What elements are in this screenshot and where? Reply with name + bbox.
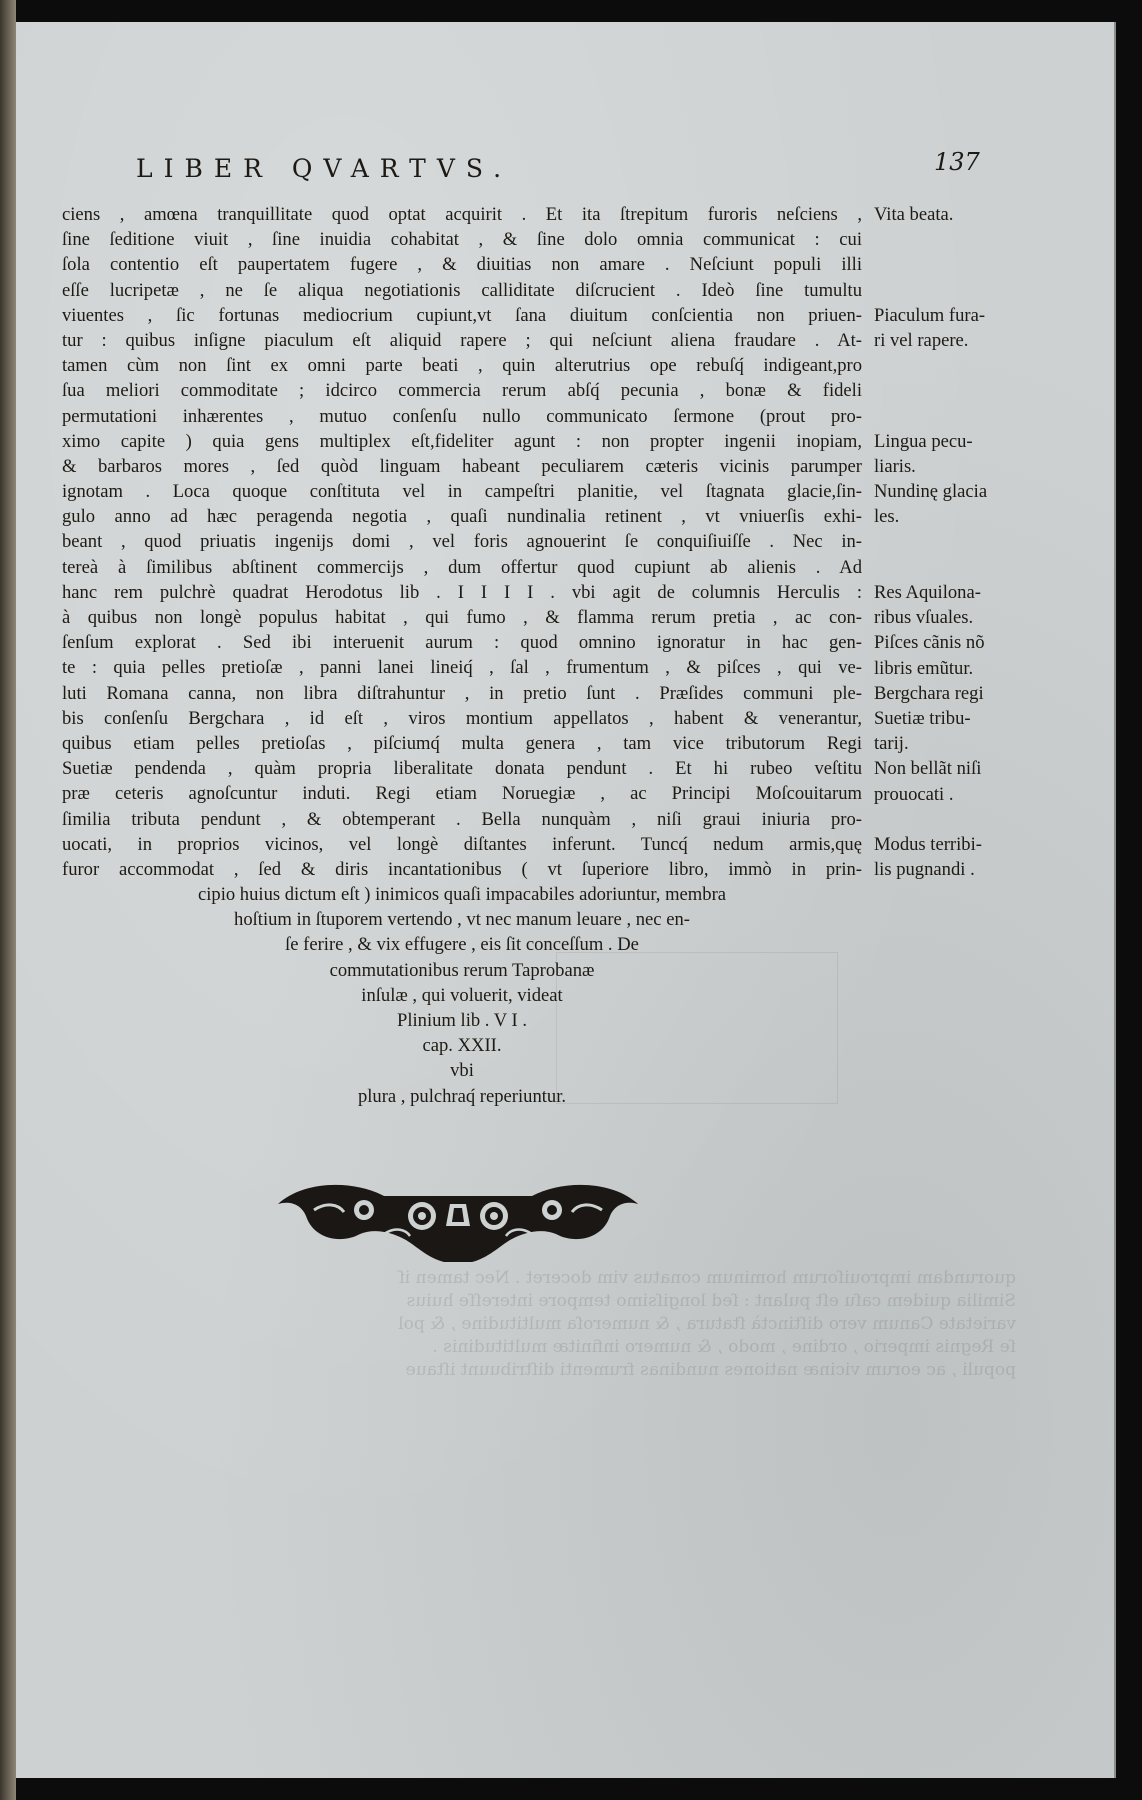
text-line: te : quia pelles pretioſæ , panni lanei lineiq́ , ſal , frumentum , & piſces , qui ve- <box>62 657 862 679</box>
margin-note: ri vel rapere. <box>874 330 969 351</box>
text-line: luti Romana canna, non libra diſtrahuntur , in pretio ſunt . Præſides communi ple- <box>62 682 862 704</box>
margin-note: lis pugnandi . <box>874 859 975 881</box>
text-line: quibus etiam pelles pretioſas , piſciumq́ multa genera , tam vice tributorum Regi <box>62 732 862 754</box>
text-line: eſſe lucripetæ , ne ſe aliqua negotiationis calliditate diſcrucient . Ideò ſine tumultu <box>62 279 862 301</box>
margin-note: ribus vſuales. <box>874 607 974 629</box>
running-header <box>136 148 1036 188</box>
printers-ornament-icon <box>274 1174 642 1266</box>
text-line-tail: ſe ferire , & vix effugere , eis ſit conceſſum . De <box>285 934 639 956</box>
margin-note: libris emũtur. <box>874 657 974 679</box>
margin-note: liaris. <box>874 456 916 477</box>
margin-note: Nundinę glacia <box>874 481 988 503</box>
text-line: tur : quibus inſigne piaculum eſt aliquid rapere ; qui neſciunt aliena fraudare . At- <box>62 329 862 351</box>
text-line-tail: commutationibus rerum Taprobanæ <box>329 959 595 981</box>
text-line: hanc rem pulchrè quadrat Herodotus lib . I I I I . vbi agit de columnis Herculis : <box>62 581 862 603</box>
show-through-text: quorundam improuiſorum hominum conatus vim doceret . Nec tamen iſ Similia quidem caſu eſt pulant : ſed longiſsimo tempore intereſſe huius varietate Canum vero diſtinctà ſtatura , & numeroſa multitudine , & pol ſe Regnis imperio , ordine , modo , & numero infinitæ multitudinis . populi , ac eorum vicinæ nationes nundinas frumenti diſtribuunt iſtaue <box>398 1268 1016 1380</box>
text-line: præ ceteris agnoſcuntur induti. Regi etiam Noruegiæ , ac Principi Moſcouitarum <box>62 783 862 805</box>
text-line: ſine ſeditione viuit , ſine inuidia cohabitat , & ſine dolo omnia communicat : cui <box>62 229 862 251</box>
text-line: ſola contentio eſt paupertatem fugere , & diuitias non amare . Neſciunt populi illi <box>62 254 862 276</box>
text-line: & barbaros mores , ſed quòd linguam habeant peculiarem cæteris vicinis parumper <box>62 455 862 477</box>
margin-note: Modus terribi- <box>874 834 982 855</box>
margin-note: Vita beata. <box>874 204 954 225</box>
text-line: permutationi inhærentes , mutuo conſenſu nullo communicato ſermone (prout pro- <box>62 405 862 427</box>
text-line: tamen cùm non ſint ex omni parte beati , quin alterutrius ope rebuſq́ indigeant,pro <box>62 355 862 377</box>
margin-note: Piſces cãnis nõ <box>874 632 985 654</box>
text-line: ignotam . Loca quoque conſtituta vel in campeſtri planitie, vel ſtagnata glacie,ſin- <box>62 481 862 503</box>
margin-note: Lingua pecu- <box>874 430 973 452</box>
page-number: 137 <box>934 148 980 176</box>
book-page <box>16 22 1116 1778</box>
text-line: Suetiæ pendenda , quàm propria liberalitate donata pendunt . Et hi rubeo veſtitu <box>62 758 862 780</box>
text-line: ſimilia tributa pendunt , & obtemperant . Bella nunquàm , niſi graui iniuria pro- <box>62 808 862 830</box>
text-line-tail: vbi <box>450 1060 474 1082</box>
text-line: gulo anno ad hæc peragenda negotia , quaſi nundinalia retinent , vt vniuerſis exhi- <box>62 506 862 528</box>
text-line-tail: cipio huius dictum eſt ) inimicos quaſi impacabiles adoriuntur, membra <box>197 884 727 906</box>
text-line: ximo capite ) quia gens multiplex eſt,fideliter agunt : non propter ingenii inopiam, <box>62 430 862 452</box>
margin-note: Piaculum fura- <box>874 304 986 326</box>
text-line: viuentes , ſic fortunas mediocrium cupiunt,vt ſana diuitum conſcientia non priuen- <box>62 304 862 326</box>
margin-note: les. <box>874 506 900 528</box>
text-line: ciens , amœna tranquillitate quod optat acquirit . Et ita ſtrepitum furoris neſciens , <box>62 204 862 225</box>
text-line-tail: inſulæ , qui voluerit, videat <box>361 984 563 1006</box>
margin-note: Bergchara regi <box>874 682 984 704</box>
margin-note: tarij. <box>874 733 909 755</box>
text-line: bis conſenſu Bergchara , id eſt , viros montium appellatos , habent & venerantur, <box>62 707 862 729</box>
margin-note: prouocati . <box>874 783 954 805</box>
main-text-block <box>62 202 862 1109</box>
margin-note: Non bellãt niſi <box>874 758 982 780</box>
text-line-tail: plura , pulchraq́ reperiuntur. <box>357 1085 567 1107</box>
margin-note: Suetiæ tribu- <box>874 708 971 729</box>
text-line-tail: cap. XXII. <box>422 1035 502 1057</box>
text-line-tail: Plinium lib . V I . <box>396 1010 527 1031</box>
text-line: ſenſum explorat . Sed ibi interuenit aurum : quod omnino ignoratur in hac gen- <box>62 632 862 654</box>
text-line-tail: hoſtium in ſtuporem vertendo , vt nec manum leuare , nec en- <box>234 909 690 931</box>
text-line: à quibus non longè populus habitat , qui fumo , & flamma rerum pretia , ac con- <box>62 607 862 628</box>
running-title: LIBER QVARTVS. <box>136 154 513 183</box>
book-gutter <box>0 0 16 1800</box>
margin-note: Res Aquilona- <box>874 582 981 603</box>
text-line: beant , quod priuatis ingenijs domi , vel foris agnouerint ſe conquiſiuiſſe . Nec in- <box>62 531 862 553</box>
text-line: furor accommodat , ſed & diris incantationibus ( vt ſuperiore libro, immò in prin- <box>62 858 862 880</box>
text-line: uocati, in proprios vicinos, vel longè diſtantes inferunt. Tuncq́ nedum armis,quę <box>62 833 862 855</box>
text-line: ſua meliori commoditate ; idcirco commercia rerum abſq́ pecunia , bonæ & fideli <box>62 380 862 402</box>
text-line: tereà à ſimilibus abſtinent commercijs , dum offertur quod cupiunt ab alienis . Ad <box>62 556 862 578</box>
